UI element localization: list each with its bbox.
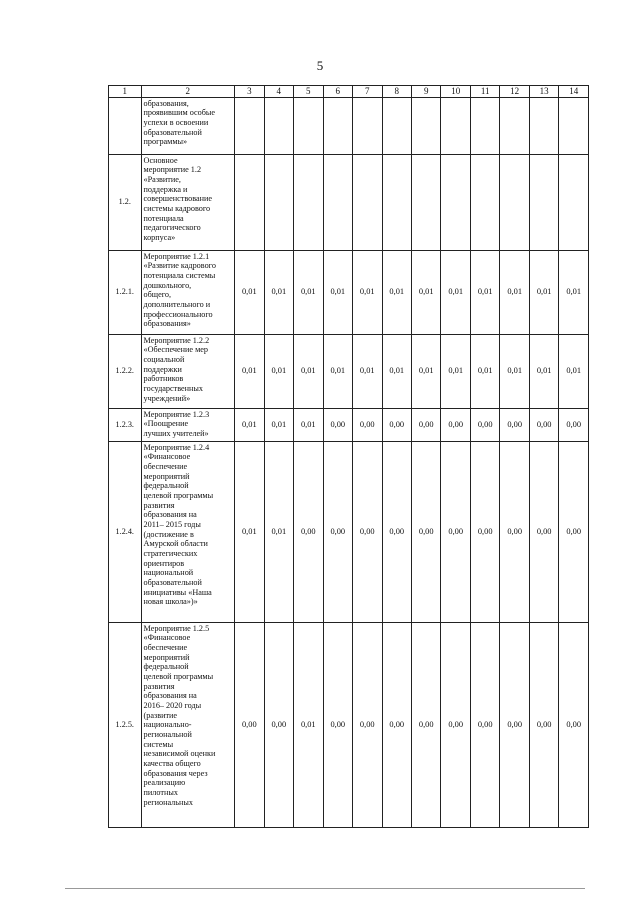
value-cell: 0,01 [529, 334, 558, 408]
value-cell [294, 97, 323, 154]
row-name: образования, проявившим особые успехи в освоении образовательной программы» [141, 97, 235, 154]
value-cell: 0,01 [441, 250, 470, 334]
value-cell [441, 154, 470, 250]
value-cell: 0,00 [441, 622, 470, 827]
value-cell: 0,00 [411, 622, 440, 827]
header-cell: 10 [441, 86, 470, 98]
value-cell [353, 97, 382, 154]
value-cell [529, 154, 558, 250]
value-cell: 0,00 [382, 441, 411, 622]
value-cell: 0,01 [264, 441, 293, 622]
header-cell: 7 [353, 86, 382, 98]
value-cell: 0,01 [382, 334, 411, 408]
value-cell: 0,01 [294, 250, 323, 334]
value-cell: 0,00 [529, 408, 558, 441]
table-row [109, 408, 589, 441]
value-cell: 0,01 [559, 250, 589, 334]
header-cell: 13 [529, 86, 558, 98]
table-row [109, 250, 589, 334]
value-cell [559, 97, 589, 154]
value-cell [382, 154, 411, 250]
value-cell [500, 97, 529, 154]
value-cell: 0,01 [235, 408, 264, 441]
value-cell: 0,01 [441, 334, 470, 408]
value-cell [411, 97, 440, 154]
value-cell: 0,01 [470, 334, 499, 408]
value-cell: 0,00 [382, 622, 411, 827]
value-cell: 0,01 [353, 250, 382, 334]
value-cell: 0,01 [411, 250, 440, 334]
row-name: Мероприятие 1.2.1 «Развитие кадрового потенциала системы дошкольного, общего, дополнительного и профессионального образования» [141, 250, 235, 334]
row-name: Мероприятие 1.2.4 «Финансовое обеспечение мероприятий федеральной целевой программы развития образования на 2011– 2015 годы (достижение в Амурской области стратегических ориентиров национальной образовательной инициативы «Наша новая школа»)» [141, 441, 235, 622]
value-cell [264, 154, 293, 250]
value-cell: 0,00 [500, 408, 529, 441]
value-cell: 0,00 [264, 622, 293, 827]
value-cell: 0,00 [529, 441, 558, 622]
value-cell: 0,00 [559, 441, 589, 622]
value-cell: 0,01 [294, 408, 323, 441]
value-cell: 0,00 [441, 441, 470, 622]
header-cell: 1 [109, 86, 142, 98]
row-number: 1.2.4. [109, 441, 142, 622]
value-cell: 0,01 [235, 334, 264, 408]
page-bottom-rule [65, 888, 585, 889]
value-cell: 0,00 [441, 408, 470, 441]
value-cell [470, 154, 499, 250]
value-cell: 0,00 [470, 622, 499, 827]
header-cell: 4 [264, 86, 293, 98]
value-cell: 0,01 [500, 250, 529, 334]
row-number: 1.2. [109, 154, 142, 250]
row-name: Мероприятие 1.2.5 «Финансовое обеспечение мероприятий федеральной целевой программы развития образования на 2016– 2020 годы (развитие национально- региональной системы независимой оценки качества общего образования через реализацию пилотных региональных [141, 622, 235, 827]
header-cell: 6 [323, 86, 352, 98]
value-cell [411, 154, 440, 250]
value-cell: 0,00 [411, 441, 440, 622]
table-row [109, 622, 589, 827]
value-cell: 0,01 [529, 250, 558, 334]
header-cell: 12 [500, 86, 529, 98]
value-cell [382, 97, 411, 154]
value-cell [441, 97, 470, 154]
table-row [109, 441, 589, 622]
value-cell [353, 154, 382, 250]
value-cell: 0,00 [559, 622, 589, 827]
header-cell: 9 [411, 86, 440, 98]
value-cell [235, 154, 264, 250]
value-cell: 0,00 [500, 622, 529, 827]
value-cell: 0,01 [470, 250, 499, 334]
value-cell: 0,01 [235, 441, 264, 622]
page-number: 5 [316, 58, 324, 73]
row-name: Основное мероприятие 1.2 «Развитие, поддержка и совершенствование системы кадрового потенциала педагогического корпуса» [141, 154, 235, 250]
value-cell: 0,00 [500, 441, 529, 622]
indicator-table [108, 85, 589, 828]
header-cell: 2 [141, 86, 235, 98]
header-cell: 3 [235, 86, 264, 98]
row-name: Мероприятие 1.2.3 «Поощрение лучших учителей» [141, 408, 235, 441]
table-row [109, 154, 589, 250]
value-cell: 0,00 [353, 441, 382, 622]
value-cell: 0,00 [323, 441, 352, 622]
header-cell: 5 [294, 86, 323, 98]
value-cell: 0,00 [294, 441, 323, 622]
row-number: 1.2.1. [109, 250, 142, 334]
value-cell: 0,01 [382, 250, 411, 334]
value-cell: 0,01 [559, 334, 589, 408]
value-cell: 0,00 [323, 622, 352, 827]
value-cell: 0,00 [235, 622, 264, 827]
value-cell: 0,01 [353, 334, 382, 408]
value-cell: 0,01 [294, 622, 323, 827]
value-cell [235, 97, 264, 154]
value-cell: 0,00 [353, 408, 382, 441]
value-cell [323, 97, 352, 154]
value-cell [500, 154, 529, 250]
row-name: Мероприятие 1.2.2 «Обеспечение мер социальной поддержки работников государственных учреждений» [141, 334, 235, 408]
value-cell [323, 154, 352, 250]
value-cell: 0,00 [470, 441, 499, 622]
value-cell: 0,01 [264, 334, 293, 408]
table-row [109, 97, 589, 154]
value-cell [294, 154, 323, 250]
header-cell: 11 [470, 86, 499, 98]
value-cell: 0,01 [500, 334, 529, 408]
value-cell [264, 97, 293, 154]
value-cell: 0,00 [382, 408, 411, 441]
value-cell: 0,01 [294, 334, 323, 408]
value-cell [559, 154, 589, 250]
value-cell: 0,01 [323, 250, 352, 334]
value-cell: 0,01 [411, 334, 440, 408]
row-number: 1.2.5. [109, 622, 142, 827]
value-cell [470, 97, 499, 154]
value-cell: 0,00 [411, 408, 440, 441]
header-cell: 8 [382, 86, 411, 98]
value-cell: 0,00 [353, 622, 382, 827]
header-cell: 14 [559, 86, 589, 98]
value-cell: 0,01 [264, 408, 293, 441]
row-number [109, 97, 142, 154]
value-cell: 0,01 [323, 334, 352, 408]
value-cell: 0,00 [470, 408, 499, 441]
header-row [109, 86, 589, 98]
row-number: 1.2.2. [109, 334, 142, 408]
row-number: 1.2.3. [109, 408, 142, 441]
value-cell: 0,01 [235, 250, 264, 334]
value-cell: 0,00 [529, 622, 558, 827]
value-cell: 0,00 [559, 408, 589, 441]
value-cell: 0,00 [323, 408, 352, 441]
table-row [109, 334, 589, 408]
value-cell: 0,01 [264, 250, 293, 334]
value-cell [529, 97, 558, 154]
